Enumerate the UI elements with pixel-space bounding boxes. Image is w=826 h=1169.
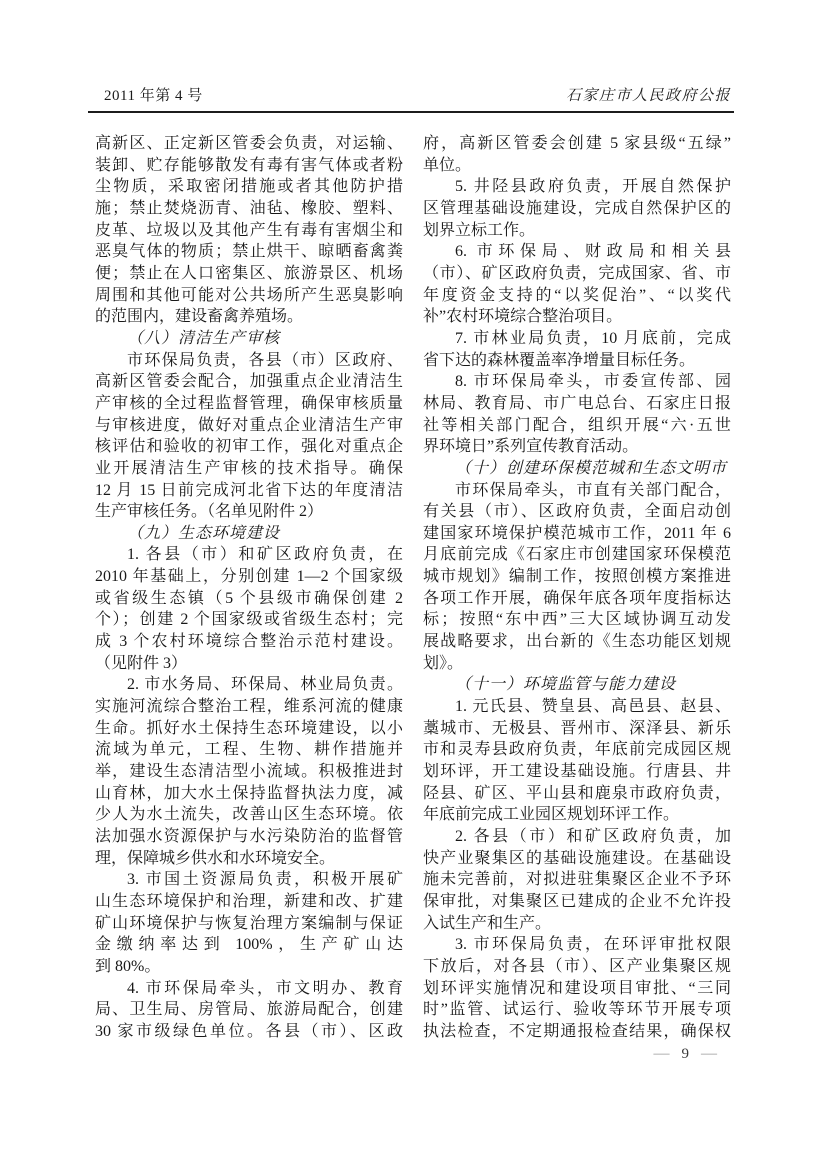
- text-line: 界环境日”系列宣传教育活动。: [423, 438, 639, 456]
- text-line: 实施河流综合整治工程，维系河流的健康: [95, 698, 403, 716]
- text-line: 业开展清洁生产审核的技术指导。确保: [95, 459, 403, 477]
- text-line: 府，高新区管委会创建 5 家县级“五绿”: [423, 135, 731, 152]
- text-line: 区管理基础设施建设，完成自然保护区的: [423, 199, 731, 217]
- text-line: 施；禁止焚烧沥青、油毡、橡胶、塑料、: [95, 199, 403, 217]
- text-line: 社等相关部门配合，组织开展“六·五世: [423, 416, 731, 434]
- text-line: 法加强水资源保护与水污染防治的监督管: [95, 828, 403, 845]
- text-line: 单位。: [423, 156, 472, 174]
- text-line: 高新区、正定新区管委会负责，对运输、: [95, 135, 403, 152]
- text-line: 展战略要求，出台新的《生态功能区划规: [423, 633, 731, 651]
- page-number: 9: [681, 1046, 689, 1062]
- text-line: 2010 年基础上，分别创建 1—2 个国家级: [95, 568, 403, 586]
- text-line: 装卸、贮存能够散发有毒有害气体或者粉: [95, 156, 403, 174]
- text-line: 划环评实施情况和建设项目审批、“三同: [423, 979, 731, 997]
- text-line: 3. 市环保局负责，在环评审批权限: [455, 936, 731, 954]
- text-line: 的范围内，建设畜禽养殖场。: [95, 308, 304, 326]
- text-line: 市环保局牵头，市直有关部门配合，: [455, 481, 731, 499]
- text-line: 省下达的森林覆盖率净增量目标任务。: [423, 351, 696, 369]
- text-line: 市环保局负责，各县（市）区政府、: [127, 351, 403, 369]
- footer-dash-left: —: [653, 1045, 670, 1062]
- text-line: 执法检查，不定期通报检查结果，确保权: [423, 1022, 731, 1040]
- footer-dash-right: —: [701, 1045, 717, 1062]
- text-line: 标；按照“东中西”三大区域协调互动发: [423, 611, 731, 629]
- text-line: 保审批，对集聚区已建成的企业不允许投: [423, 892, 731, 910]
- text-line: 下放后，对各县（市）、区产业集聚区规: [423, 957, 731, 975]
- text-line: 2. 市水务局、环保局、林业局负责。: [127, 676, 403, 694]
- text-line: 划界立标工作。: [423, 221, 536, 239]
- text-line: 少人为水土流失，改善山区生态环境。依: [95, 806, 403, 824]
- page-header: [95, 84, 731, 108]
- text-line: 12 月 15 日前完成河北省下达的年度清洁: [95, 481, 403, 499]
- text-line: 快产业聚集区的基础设施建设。在基础设: [423, 849, 731, 867]
- text-line: 生产审核任务。（名单见附件 2）: [95, 503, 324, 521]
- text-line: 流域为单元，工程、生物、耕作措施并: [95, 741, 403, 759]
- text-line: （八）清洁生产审核: [127, 329, 281, 347]
- text-line: 2. 各县（市）和矿区政府负责，加: [455, 828, 731, 845]
- gazette-title: 石家庄市人民政府公报: [565, 88, 731, 104]
- text-line: （市）、矿区政府负责，完成国家、省、市: [423, 264, 731, 282]
- right-column: [423, 133, 731, 1043]
- text-line: 年底前完成工业园区规划环评工作。: [423, 806, 680, 824]
- text-line: （十）创建环保模范城和生态文明市: [455, 459, 728, 477]
- text-line: 个）；创建 2 个国家级或省级生态村；完: [95, 611, 403, 629]
- text-line: 5. 井陉县政府负责，开展自然保护: [455, 178, 731, 196]
- text-line: 核评估和验收的初审工作，强化对重点企: [95, 438, 403, 456]
- text-line: 局、卫生局、房管局、旅游局配合，创建: [95, 1001, 403, 1019]
- text-line: 尘物质，采取密闭措施或者其他防护措: [95, 178, 403, 196]
- page-footer: [654, 1044, 718, 1064]
- text-line: 城市规划》编制工作，按照创模方案推进: [423, 568, 731, 586]
- text-line: 月底前完成《石家庄市创建国家环保模范: [423, 546, 731, 564]
- text-line: 年度资金支持的“以奖促治”、“以奖代: [423, 286, 731, 304]
- text-line: 山育林，加大水土保持监督执法力度，减: [95, 784, 403, 802]
- text-line: 与审核进度，做好对重点企业清洁生产审: [95, 416, 403, 434]
- text-line: 划》。: [423, 654, 464, 672]
- text-line: 7. 市林业局负责，10 月底前，完成: [455, 329, 731, 347]
- text-line: 恶臭气体的物质；禁止烘干、晾晒畜禽粪: [95, 243, 403, 261]
- text-line: 产审核的全过程监督管理，确保审核质量: [95, 394, 403, 412]
- text-line: 周围和其他可能对公共场所产生恶臭影响: [95, 286, 403, 304]
- issue-label: 2011 年第 4 号: [104, 88, 203, 104]
- text-line: 山生态环境保护和治理，新建和改、扩建: [95, 892, 403, 910]
- text-line: 建国家环境保护模范城市工作，2011 年 6: [423, 524, 731, 542]
- text-line: 矿山环境保护与恢复治理方案编制与保证: [95, 914, 403, 932]
- text-line: 入试生产和生产。: [423, 914, 552, 932]
- text-line: （九）生态环境建设: [127, 524, 281, 542]
- text-line: 藁城市、无极县、晋州市、深泽县、新乐: [423, 719, 731, 737]
- text-line: 市和灵寿县政府负责，年底前完成园区规: [423, 741, 731, 759]
- text-line: 或省级生态镇（5 个县级市确保创建 2: [95, 589, 403, 607]
- text-line: 金缴纳率达到 100%，生产矿山达: [95, 936, 403, 954]
- text-line: 补”农村环境综合整治项目。: [423, 308, 623, 326]
- content-columns: [95, 133, 731, 1043]
- header-rule: [88, 111, 734, 113]
- text-line: 林局、教育局、市广电总台、石家庄日报: [423, 394, 731, 412]
- text-line: 成 3 个农村环境综合整治示范村建设。: [95, 633, 403, 651]
- text-line: （见附件 3）: [95, 654, 188, 672]
- text-line: 皮革、垃圾以及其他产生有毒有害烟尘和: [95, 221, 403, 239]
- text-line: 到 80%。: [95, 957, 161, 975]
- text-line: 4. 市环保局牵头，市文明办、教育: [127, 979, 403, 997]
- text-line: 30 家市级绿色单位。各县（市）、区政: [95, 1022, 403, 1040]
- text-line: 划环评，开工建设基础设施。行唐县、井: [423, 763, 731, 781]
- text-line: 举，建设生态清洁型小流域。积极推进封: [95, 763, 403, 781]
- text-line: 8. 市环保局牵头，市委宣传部、园: [455, 373, 731, 391]
- text-line: 有关县（市）、区政府负责，全面启动创: [423, 503, 731, 521]
- left-column: [95, 133, 403, 1043]
- text-line: （十一）环境监管与能力建设: [455, 676, 677, 694]
- text-line: 便；禁止在人口密集区、旅游景区、机场: [95, 264, 403, 282]
- text-line: 1. 各县（市）和矿区政府负责，在: [127, 546, 403, 564]
- text-line: 各项工作开展，确保年底各项年度指标达: [423, 589, 731, 607]
- text-line: 生命。抓好水土保持生态环境建设，以小: [95, 719, 403, 737]
- text-line: 6. 市环保局、财政局和相关县: [455, 243, 731, 261]
- text-line: 3. 市国土资源局负责，积极开展矿: [127, 871, 403, 889]
- text-line: 施未完善前，对拟进驻集聚区企业不予环: [423, 871, 731, 889]
- text-line: 理，保障城乡供水和水环境安全。: [95, 849, 336, 867]
- text-line: 时”监管、试运行、验收等环节开展专项: [423, 1001, 731, 1019]
- text-line: 陉县、矿区、平山县和鹿泉市政府负责，: [423, 784, 731, 802]
- text-line: 高新区管委会配合，加强重点企业清洁生: [95, 373, 403, 391]
- text-line: 1. 元氏县、赞皇县、高邑县、赵县、: [455, 698, 731, 716]
